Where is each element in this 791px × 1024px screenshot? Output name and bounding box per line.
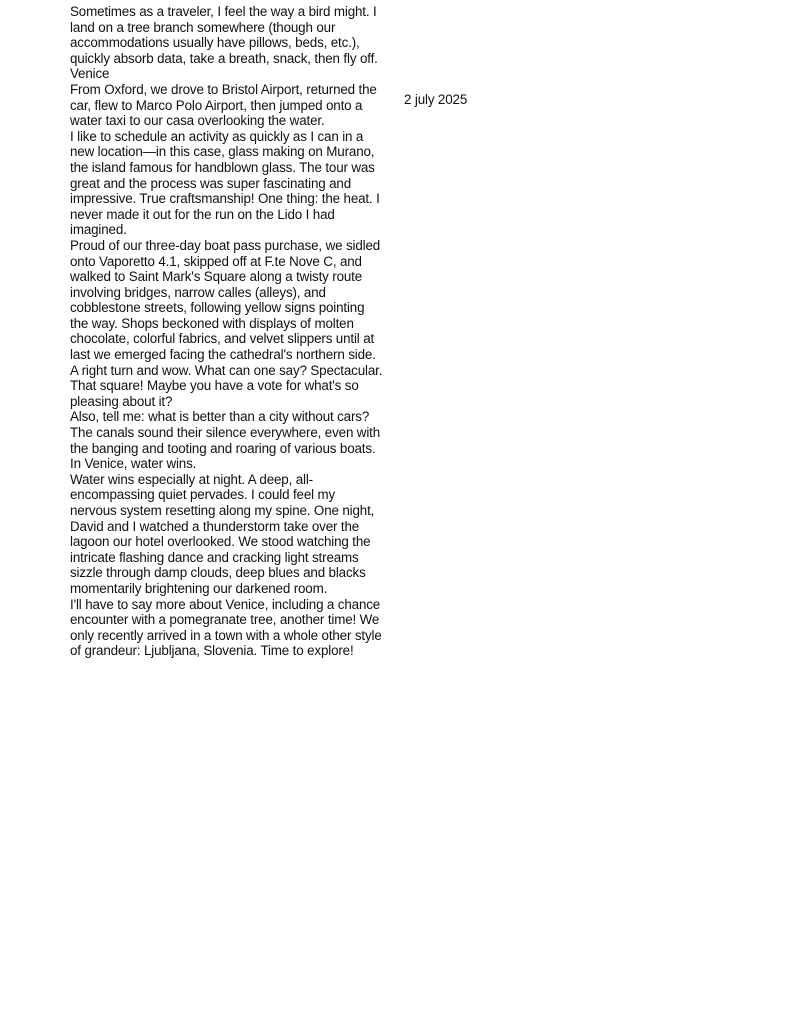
paragraph-arrival: From Oxford, we drove to Bristol Airport, returned the car, flew to Marco Polo Airport, then jumped onto a water taxi to our casa overlooking the water. — [70, 81, 377, 129]
post-date: 2 july 2025 — [404, 92, 468, 107]
paragraph-saint-marks: Proud of our three-day boat pass purchase, we sidled onto Vaporetto 4.1, skipped off at F.te Nove C, and walked to Saint Mark's Square along a twisty route involving bridges, narrow calles (alleys), and cobblestone streets, following yellow signs pointing the way. Shops beckoned with displays of molten chocolate, colorful fabrics, and velvet slippers until at last we emerged facing the cathedral's northern side. A right turn and wow. What can one say? Spectacular. That square! Maybe you have a vote for what's so pleasing about it? — [70, 237, 383, 409]
paragraph-canals: Also, tell me: what is better than a city without cars? The canals sound their silence everywhere, even with the banging and tooting and roaring of various boats. In Venice, water wins. — [70, 409, 381, 472]
intro-paragraph: Sometimes as a traveler, I feel the way a bird might. I land on a tree branch somewhere (though our accommodations usually have pillows, beds, etc.), quickly absorb data, take a breath, snack, then fly off. — [70, 4, 378, 66]
paragraph-night: Water wins especially at night. A deep, all-encompassing quiet pervades. I could feel my nervous system resetting along my spine. One night, David and I watched a thunderstorm take over the lagoon our hotel overlooked. We stood watching the intricate flashing dance and cracking light streams sizzle through damp clouds, deep blues and blacks momentarily brightening our darkened room. — [70, 471, 375, 596]
blog-post-body — [70, 4, 384, 659]
location-heading: Venice — [70, 66, 110, 82]
paragraph-closing: I'll have to say more about Venice, including a chance encounter with a pomegranate tree, another time! We only recently arrived in a town with a whole other style of grandeur: Ljubljana, Slovenia. Time to explore! — [70, 596, 382, 659]
paragraph-murano: I like to schedule an activity as quickly as I can in a new location—in this case, glass making on Murano, the island famous for handblown glass. The tour was great and the process was super fascinating and impressive. True craftsmanship! One thing: the heat. I never made it out for the run on the Lido I had imagined. — [70, 128, 380, 238]
